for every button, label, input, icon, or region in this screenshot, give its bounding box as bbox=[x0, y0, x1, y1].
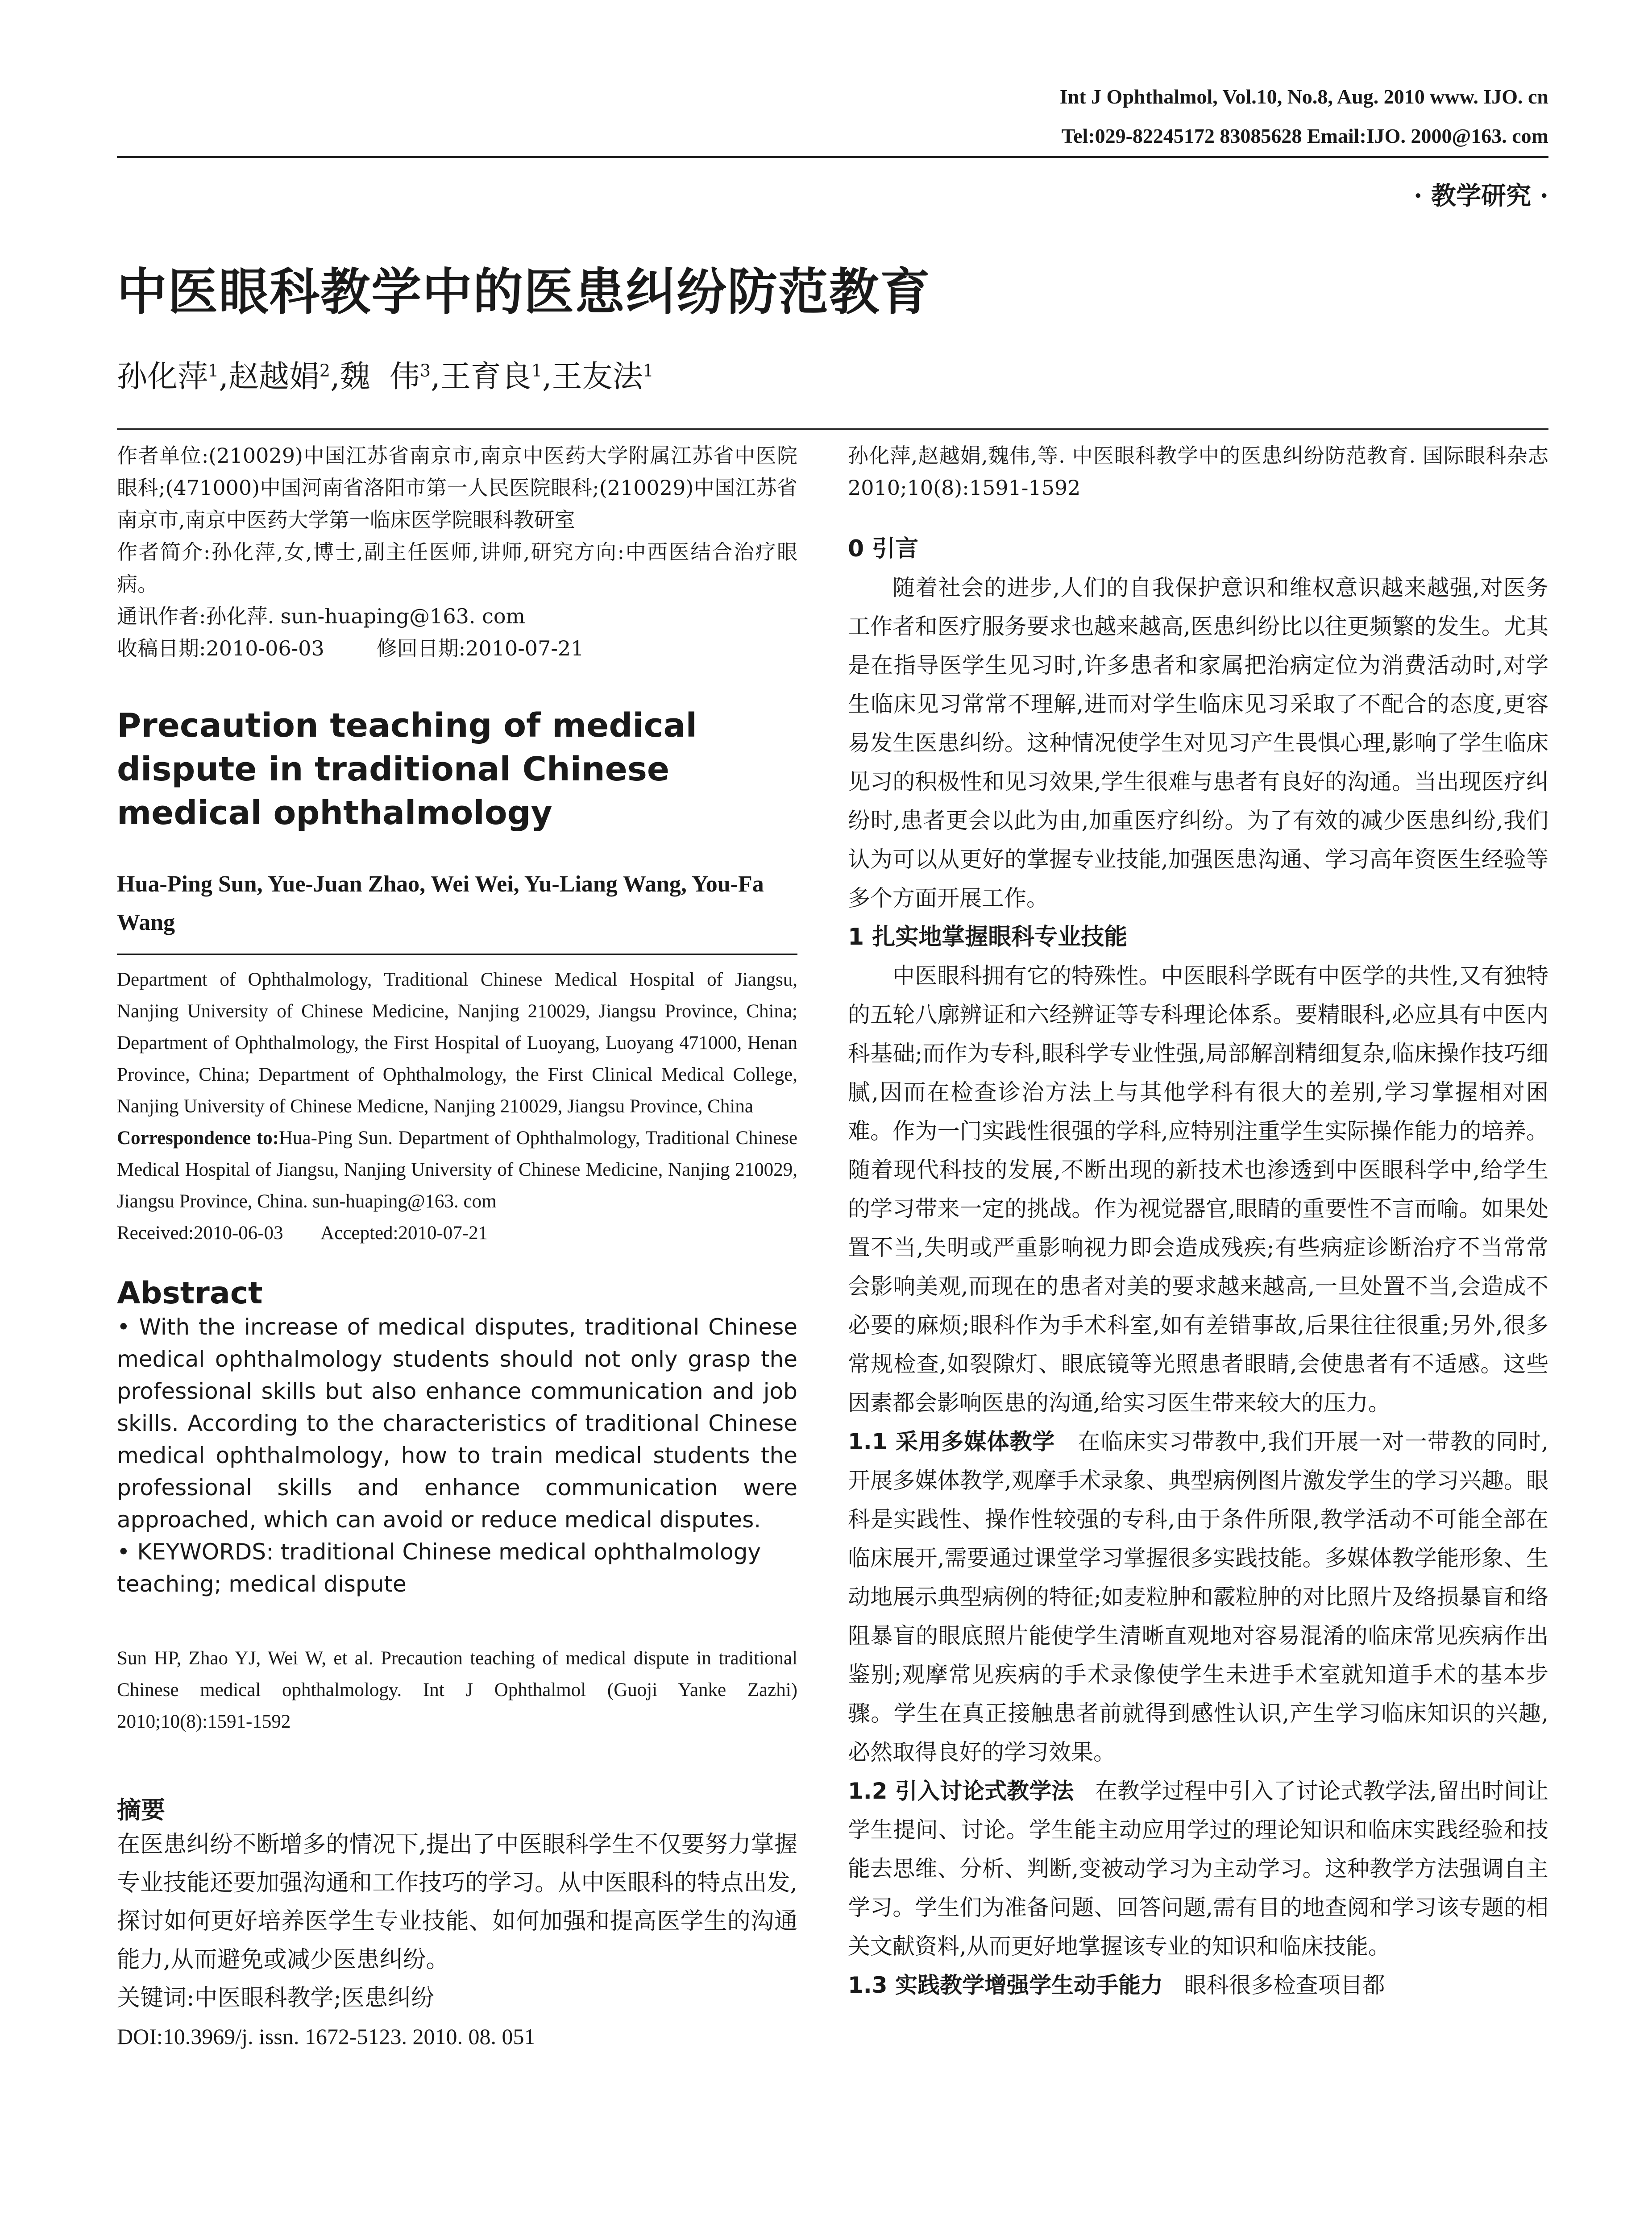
author-name: 孙化萍 bbox=[117, 359, 208, 394]
subsection-heading-1-2: 1.2 引入讨论式教学法 bbox=[848, 1778, 1074, 1804]
subsection-1-3-text: 眼科很多检查项目都 bbox=[1184, 1972, 1385, 1998]
author-name: 赵越娟 bbox=[228, 359, 320, 394]
chinese-abstract-text: 在医患纠纷不断增多的情况下,提出了中医眼科学生不仅要努力掌握专业技能还要加强沟通和工作技巧的学习。从中医眼科的特点出发,探讨如何更好培养医学生专业技能、如何加强和提高医学生的沟通能力,从而避免或减少医患纠纷。 bbox=[117, 1831, 797, 1973]
author-affiliation-mark: 1 bbox=[208, 361, 219, 381]
chinese-abstract-heading: 摘要 bbox=[117, 1796, 165, 1824]
chinese-citation: 孙化萍,赵越娟,魏伟,等. 中医眼科教学中的医患纠纷防范教育. 国际眼科杂志 2010;10(8):1591-1592 bbox=[848, 444, 1548, 500]
author-affiliation-mark: 1 bbox=[643, 361, 654, 381]
doi: DOI:10.3969/j. issn. 1672-5123. 2010. 08. 051 bbox=[117, 2024, 535, 2049]
author-bio: 作者简介:孙化萍,女,博士,副主任医师,讲师,研究方向:中西医结合治疗眼病。 bbox=[117, 540, 797, 596]
introduction-paragraph: 随着社会的进步,人们的自我保护意识和维权意识越来越强,对医务工作者和医疗服务要求也越来越高,医患纠纷比以往更频繁的发生。尤其是在指导医学生见习时,许多患者和家属把治病定位为消费活动时,对学生临床见习常常不理解,进而对学生临床见习采取了不配合的态度,更容易发生医患纠纷。这种情况使学生对见习产生畏惧心理,影响了学生临床见习的积极性和见习效果,学生很难与患者有良好的沟通。当出现医疗纠纷时,患者更会以此为由,加重医疗纠纷。为了有效的减少医患纠纷,我们认为可以从更好的掌握专业技能,加强医患沟通、学习高年资医生经验等多个方面开展工作。 bbox=[848, 575, 1548, 911]
right-column bbox=[848, 440, 1548, 2005]
left-column bbox=[117, 440, 797, 2056]
subsection-heading-1-1: 1.1 采用多媒体教学 bbox=[848, 1429, 1055, 1455]
english-citation: Sun HP, Zhao YJ, Wei W, et al. Precaution teaching of medical dispute in traditional Chinese medical ophthalmology. Int J Ophthalmol (Guoji Yanke Zazhi) 2010;10(8):1591-1592 bbox=[117, 1648, 797, 1732]
header-rule bbox=[117, 156, 1548, 158]
chinese-keywords: 关键词:中医眼科教学;医患纠纷 bbox=[117, 1985, 435, 2011]
corresponding-author: 通讯作者:孙化萍. sun-huaping@163. com bbox=[117, 604, 526, 628]
correspondence-label: Correspondence to: bbox=[117, 1128, 279, 1149]
author-list: 孙化萍$^1$,赵越娟$^2$,魏 伟$^3$,王育良$^1$,王友法$^1$ bbox=[117, 359, 654, 394]
section-1-3 bbox=[848, 1966, 1548, 2005]
correspondence-text: Hua-Ping Sun. Department of Ophthalmology, Traditional Chinese Medical Hospital of Jiangsu, Nanjing University of Chinese Medicine, Nanjing 210029, Jiangsu Province, China. sun-huaping@163. com bbox=[117, 1128, 797, 1212]
english-affiliations: Department of Ophthalmology, Traditional Chinese Medical Hospital of Jiangsu, Nanjing University of Chinese Medicine, Nanjing 210029, Jiangsu Province, China; Department of Ophthalmology, the First Hospital of Luoyang, Luoyang 471000, Henan Province, China; Department of Ophthalmology, the First Clinical Medical College, Nanjing University of Chinese Medicne, Nanjing 210029, Jiangsu Province, China bbox=[117, 969, 797, 1117]
author-affiliation-mark: 3 bbox=[419, 361, 431, 381]
author-name: 王育良 bbox=[440, 359, 531, 394]
english-title: Precaution teaching of medical dispute in traditional Chinese medical ophthalmology bbox=[117, 706, 697, 832]
subsection-1-1-text: 在临床实习带教中,我们开展一对一带教的同时,开展多媒体教学,观摩手术录象、典型病例图片激发学生的学习兴趣。眼科是实践性、操作性较强的专科,由于条件所限,教学活动不可能全部在临床展开,需要通过课堂学习掌握很多实践技能。多媒体教学能形象、生动地展示典型病例的特征;如麦粒肿和霰粒肿的对比照片及络损暴盲和络阻暴盲的眼底照片能使学生清晰直观地对容易混淆的临床常见疾病作出鉴别;观摩常见疾病的手术录像使学生未进手术室就知道手术的基本步骤。学生在真正接触患者前就得到感性认识,产生学习临床知识的兴趣,必然取得良好的学习效果。 bbox=[848, 1429, 1548, 1765]
english-authors-rule bbox=[117, 954, 797, 955]
english-correspondence bbox=[117, 1122, 797, 1217]
journal-contact-line: Tel:029-82245172 83085628 Email:IJO. 2000@163. com bbox=[1061, 124, 1548, 147]
author-name: 王友法 bbox=[552, 359, 643, 394]
abstract-text: • With the increase of medical disputes, traditional Chinese medical ophthalmology students should not only grasp the professional skills but also enhance communication and job skills. According to the characteristics of traditional Chinese medical ophthalmology, how to train medical students the professional skills and enhance communication were approached, which can avoid or reduce medical disputes. bbox=[117, 1314, 797, 1533]
section-1-1 bbox=[848, 1422, 1548, 1772]
section-1-2 bbox=[848, 1772, 1548, 1966]
title-rule bbox=[117, 428, 1548, 430]
subsection-1-2-text: 在教学过程中引入了讨论式教学法,留出时间让学生提问、讨论。学生能主动应用学过的理论知识和临床实践经验和技能去思维、分析、判断,变被动学习为主动学习。这种教学方法强调自主学习。学生们为准备问题、回答问题,需有目的地查阅和学习该专题的相关文献资料,从而更好地掌握该专业的知识和临床技能。 bbox=[848, 1778, 1549, 1959]
section-tag: · 教学研究 · bbox=[1414, 181, 1548, 211]
article-title: 中医眼科教学中的医患纠纷防范教育 bbox=[117, 263, 931, 321]
author-affiliations: 作者单位:(210029)中国江苏省南京市,南京中医药大学附属江苏省中医院眼科;(471000)中国河南省洛阳市第一人民医院眼科;(210029)中国江苏省南京市,南京中医药大学第一临床医学院眼科教研室 bbox=[117, 444, 797, 532]
author-name: 魏 伟 bbox=[340, 359, 420, 394]
received-dates: 收稿日期:2010-06-03 修回日期:2010-07-21 bbox=[117, 636, 584, 660]
english-dates: Received:2010-06-03 Accepted:2010-07-21 bbox=[117, 1223, 488, 1244]
abstract-keywords: • KEYWORDS: traditional Chinese medical ophthalmology teaching; medical dispute bbox=[117, 1539, 761, 1597]
section-1-paragraph: 中医眼科拥有它的特殊性。中医眼科学既有中医学的共性,又有独特的五轮八廓辨证和六经辨证等专科理论体系。要精眼科,必应具有中医内科基础;而作为专科,眼科学专业性强,局部解剖精细复杂,临床操作技巧细腻,因而在检查诊治方法上与其他学科有很大的差别,学习掌握相对困难。作为一门实践性很强的学科,应特别注重学生实际操作能力的培养。随着现代科技的发展,不断出现的新技术也渗透到中医眼科学中,给学生的学习带来一定的挑战。作为视觉器官,眼睛的重要性不言而喻。如果处置不当,失明或严重影响视力即会造成残疾;有些病症诊断治疗不当常常会影响美观,而现在的患者对美的要求越来越高,一旦处置不当,会造成不必要的麻烦;眼科作为手术科室,如有差错事故,后果往往很重;另外,很多常规检查,如裂隙灯、眼底镜等光照患者眼睛,会使患者有不适感。这些因素都会影响医患的沟通,给实习医生带来较大的压力。 bbox=[848, 963, 1548, 1416]
subsection-heading-1-3: 1.3 实践教学增强学生动手能力 bbox=[848, 1972, 1163, 1998]
section-heading-introduction: 0 引言 bbox=[848, 535, 919, 562]
author-affiliation-mark: 2 bbox=[319, 361, 331, 381]
author-affiliation-mark: 1 bbox=[531, 361, 542, 381]
journal-info-line: Int J Ophthalmol, Vol.10, No.8, Aug. 2010 www. IJO. cn bbox=[1059, 85, 1548, 108]
english-authors: Hua-Ping Sun, Yue-Juan Zhao, Wei Wei, Yu-Liang Wang, You-Fa Wang bbox=[117, 871, 764, 935]
abstract-heading: Abstract bbox=[117, 1276, 263, 1311]
section-heading-1: 1 扎实地掌握眼科专业技能 bbox=[848, 924, 1128, 950]
